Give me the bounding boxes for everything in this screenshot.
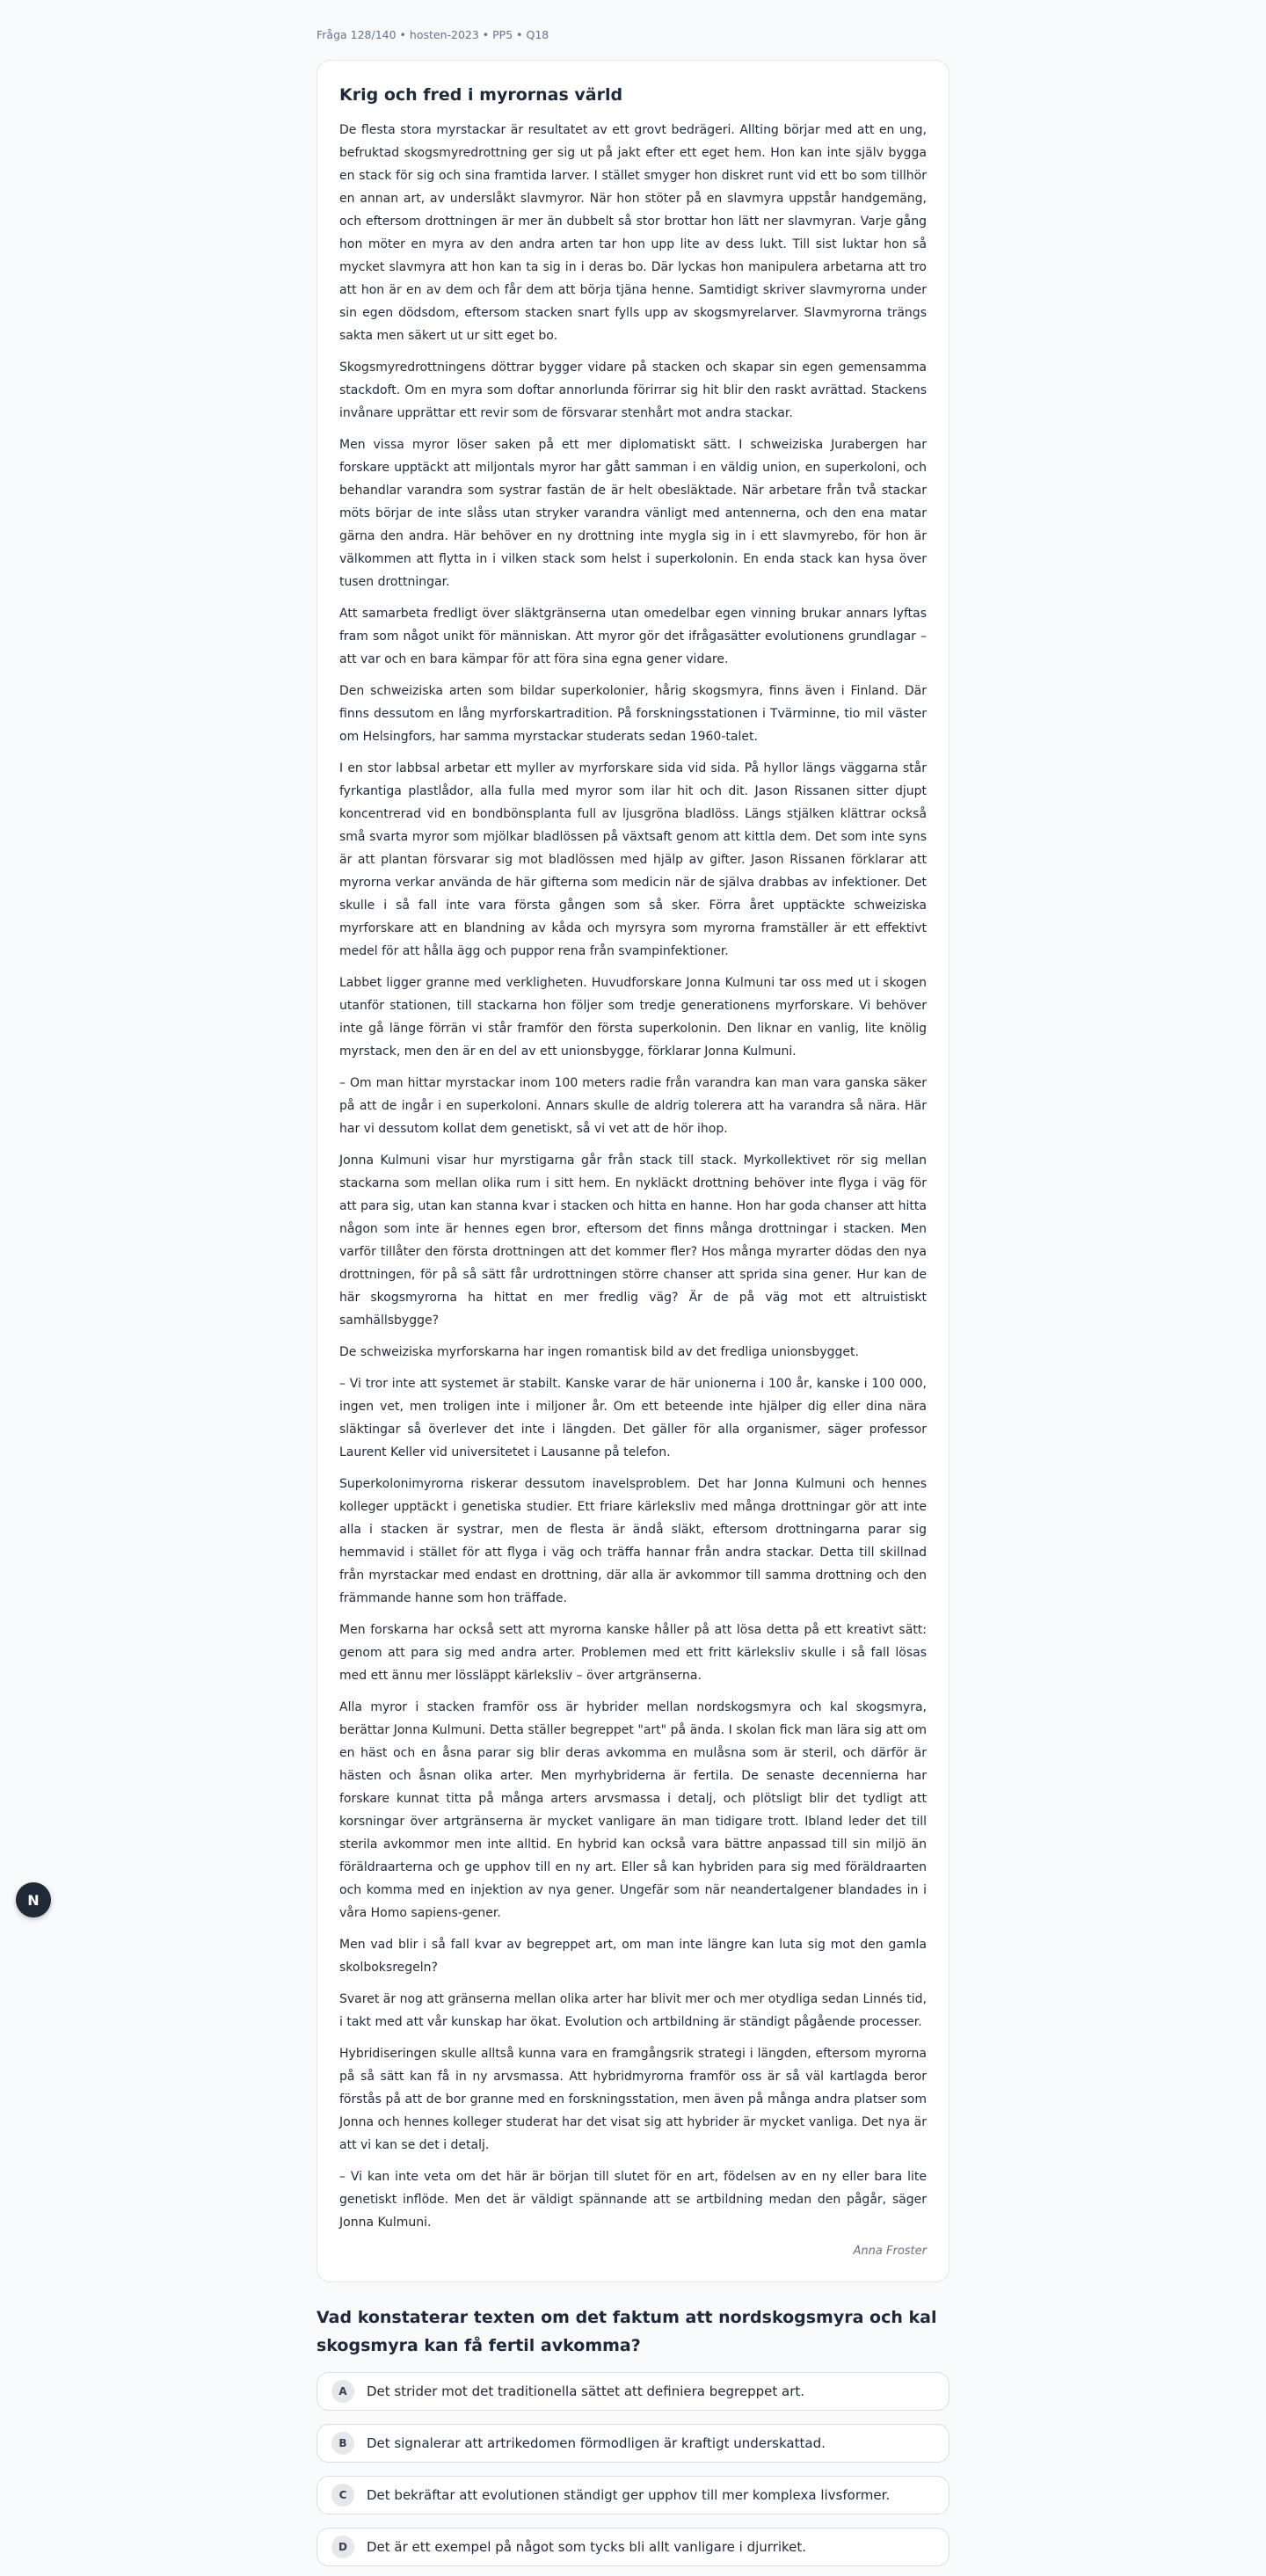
question-text: Vad konstaterar texten om det faktum att nordskogsmyra och kal skogsmyra kan få fertil avkomma? xyxy=(316,2308,937,2355)
option-letter: D xyxy=(331,2536,354,2558)
article-paragraph: De flesta stora myrstackar är resultatet av ett grovt bedrägeri. Allting börjar med att en ung, befruktad skogsmyredrottning ger sig ut på jakt efter ett eget hem. Hon kan inte själv bygga en stack för sig och sina framtida larver. I stället smyger hon diskret runt vid ett bo som tillhör en annan art, av underslåkt slavmyror. När hon stöter på en slavmyra uppstår handgemäng, och eftersom drottningen är mer än dubbelt så stor brottar hon lätt ner slavmyran. Varje gång hon möter en myra av den andra arten tar hon upp lite av dess lukt. Till sist luktar hon så mycket slavmyra att hon kan ta sig in i deras bo. Där lyckas hon manipulera arbetarna att tro att hon är en av dem och får dem att börja tjäna henne. Samtidigt skriver slavmyrorna under sin egen dödsdom, eftersom stacken snart fylls upp av skogsmyrelarver. Slavmyrorna trängs sakta men säkert ut ur sitt eget bo. xyxy=(339,123,927,343)
article-paragraph: Att samarbeta fredligt över släktgränserna utan omedelbar egen vinning brukar annars lyftas fram som något unikt för människan. Att myror gör det ifrågasätter evolutionens grundlagar – att var och en bara kämpar för att föra sina egna gener vidare. xyxy=(339,607,927,666)
article-card xyxy=(316,60,950,2282)
article-paragraph: De schweiziska myrforskarna har ingen romantisk bild av det fredliga unionsbygget. xyxy=(339,1345,859,1359)
article-paragraph: Superkolonimyrorna riskerar dessutom inavelsproblem. Det har Jonna Kulmuni och hennes kolleger upptäckt i genetiska studier. Ett friare kärleksliv med många drottningar gör att inte alla i stacken är systrar, men de flesta är ändå släkt, eftersom drottningarna parar sig hemmavid i stället för att flyga i väg och träffa hannar från andra stackar. Detta till skillnad från myrstackar med endast en drottning, där alla är avkommor till samma drottning och den främmande hanne som hon träffade. xyxy=(339,1477,927,1605)
option-letter: B xyxy=(331,2432,354,2455)
article-paragraph: Svaret är nog att gränserna mellan olika arter har blivit mer och mer otydliga sedan Linnés tid, i takt med att vår kunskap har ökat. Evolution och artbildning är ständigt pågående processer. xyxy=(339,1992,927,2029)
quiz-page xyxy=(316,0,950,2566)
option-a[interactable] xyxy=(316,2372,950,2411)
article-paragraph: Alla myror i stacken framför oss är hybrider mellan nordskogsmyra och kal skogsmyra, berättar Jonna Kulmuni. Detta ställer begreppet "art" på ända. I skolan fick man lära sig att om en häst och en åsna parar sig blir deras avkomma en mulåsna som är steril, och därför är hästen och åsnan olika arter. Men myrhybriderna är fertila. De senaste decennierna har forskare kunnat titta på många arters arvsmassa i detalj, och plötsligt blir det tydligt att korsningar över artgränserna är mycket vanligare än man tidigare trott. Ibland leder det till sterila avkommor men inte alltid. En hybrid kan också vara bättre anpassad till sin miljö än föräldraarterna och ge upphov till en ny art. Eller så kan hybriden para sig med föräldraarten och komma med en injektion av nya gener. Ungefär som när neandertalgener blandades in i våra Homo sapiens-gener. xyxy=(339,1700,927,1920)
n-logo-icon: N xyxy=(27,1891,40,1909)
article-paragraph: – Vi tror inte att systemet är stabilt. Kanske varar de här unionerna i 100 år, kanske i 100 000, ingen vet, men troligen inte i miljoner år. Om ett beteende inte hjälper dig eller dina nära släktingar så överlever det inte i längden. Det gäller för alla organismer, säger professor Laurent Keller vid universitetet i Lausanne på telefon. xyxy=(339,1377,927,1459)
article-paragraph: Men vad blir i så fall kvar av begreppet art, om man inte längre kan luta sig mot den gamla skolboksregeln? xyxy=(339,1938,927,1975)
article-paragraph: Den schweiziska arten som bildar superkolonier, hårig skogsmyra, finns även i Finland. Där finns dessutom en lång myrforskartradition. På forskningsstationen i Tvärminne, tio mil väster om Helsingfors, har samma myrstackar studerats sedan 1960-talet. xyxy=(339,684,927,744)
article-paragraph: Men vissa myror löser saken på ett mer diplomatiskt sätt. I schweiziska Jurabergen har forskare upptäckt att miljontals myror har gått samman i en väldig union, en superkoloni, och behandlar varandra som systrar fastän de är helt obesläktade. När arbetare från två stackar möts börjar de inte slåss utan stryker varandra vänligt med antennerna, och den ena matar gärna den andra. Här behöver en ny drottning inte mygla sig in i ett slavmyrebo, för hon är välkommen att flytta in i vilken stack som helst i superkolonin. En enda stack kan hysa över tusen drottningar. xyxy=(339,438,927,589)
option-letter: A xyxy=(331,2380,354,2403)
article-paragraph: Hybridiseringen skulle alltså kunna vara en framgångsrik strategi i längden, eftersom myrorna på så sätt kan få in ny arvsmassa. Att hybridmyrorna framför oss är så väl kartlagda beror förstås på att de bor granne med en forskningsstation, men även på många andra platser som Jonna och hennes kolleger studerat har det visat sig att hybrider är mycket vanliga. Det nya är att vi kan se det i detalj. xyxy=(339,2047,927,2152)
question-meta: Fråga 128/140 • hosten-2023 • PP5 • Q18 xyxy=(316,28,549,41)
article-paragraph: Jonna Kulmuni visar hur myrstigarna går från stack till stack. Myrkollektivet rör sig mellan stackarna som mellan olika rum i sitt hem. En nykläckt drottning behöver inte flyga i väg för att para sig, utan kan stanna kvar i stacken och hitta en hanne. Hon har goda chanser att hitta någon som inte är hennes egen bror, eftersom det finns många drottningar i stacken. Men varför tillåter den första drottningen att det kommer fler? Hos många myrarter dödas den nya drottningen, för på så sätt får urdrottningen större chanser att sprida sina gener. Hur kan de här skogsmyrorna ha hittat en mer fredlig väg? Är de på väg mot ett altruistiskt samhällsbygge? xyxy=(339,1153,927,1328)
floating-n-button[interactable] xyxy=(16,1882,51,1917)
article-author: Anna Froster xyxy=(853,2245,927,2258)
option-text: Det strider mot det traditionella sättet att definiera begreppet art. xyxy=(367,2383,805,2399)
article-paragraph: – Vi kan inte veta om det här är början till slutet för en art, födelsen av en ny eller bara lite genetiskt inflöde. Men det är väldigt spännande att se artbildning medan den pågår, säger Jonna Kulmuni. xyxy=(339,2170,927,2230)
option-text: Det bekräftar att evolutionen ständigt ger upphov till mer komplexa livsformer. xyxy=(367,2487,891,2503)
option-b[interactable] xyxy=(316,2424,950,2463)
article-paragraph: Skogsmyredrottningens döttrar bygger vidare på stacken och skapar sin egen gemensamma stackdoft. Om en myra som doftar annorlunda förirrar sig hit blir den raskt avrättad. Stackens invånare upprättar ett revir som de försvarar stenhårt mot andra stackar. xyxy=(339,360,927,420)
article-body xyxy=(339,119,927,2234)
option-c[interactable] xyxy=(316,2476,950,2514)
option-letter: C xyxy=(331,2484,354,2507)
article-title: Krig och fred i myrornas värld xyxy=(339,85,623,105)
option-d[interactable] xyxy=(316,2528,950,2566)
option-text: Det är ett exempel på något som tycks bli allt vanligare i djurriket. xyxy=(367,2539,807,2555)
article-paragraph: I en stor labbsal arbetar ett myller av myrforskare sida vid sida. På hyllor längs väggarna står fyrkantiga plastlådor, alla fulla med myror som ilar hit och dit. Jason Rissanen sitter djupt koncentrerad vid en bondbönsplanta full av ljusgröna bladlöss. Längs stjälken klättrar också små svarta myror som mjölkar bladlössen på växtsaft genom att kittla dem. Det som inte syns är att plantan försvarar sig mot bladlössen med hjälp av gifter. Jason Rissanen förklarar att myrorna verkar använda de här gifterna som medicin när de själva drabbas av infektioner. Det skulle i så fall inte vara första gången som så sker. Förra året upptäckte schweiziska myrforskare att en blandning av kåda och myrsyra som myrorna framställer är ett effektivt medel för att hålla ägg och puppor rena från svampinfektioner. xyxy=(339,761,927,958)
option-text: Det signalerar att artrikedomen förmodligen är kraftigt underskattad. xyxy=(367,2435,826,2451)
answer-options xyxy=(316,2372,950,2566)
article-paragraph: Men forskarna har också sett att myrorna kanske håller på att lösa detta på ett kreativt sätt: genom att para sig med andra arter. Problemen med ett fritt kärleksliv skulle i så fall lösas med ett ännu mer lössläppt kärleksliv – över artgränserna. xyxy=(339,1623,927,1683)
article-paragraph: – Om man hittar myrstackar inom 100 meters radie från varandra kan man vara ganska säker på att de ingår i en superkoloni. Annars skulle de aldrig tolerera att ha varandra så nära. Här har vi dessutom kollat dem genetiskt, så vi vet att de hör ihop. xyxy=(339,1076,927,1136)
article-paragraph: Labbet ligger granne med verkligheten. Huvudforskare Jonna Kulmuni tar oss med ut i skogen utanför stationen, till stackarna hon följer som tredje generationens myrforskare. Vi behöver inte gå länge förrän vi står framför den första superkolonin. Den liknar en vanlig, lite knölig myrstack, men den är en del av ett unionsbygge, förklarar Jonna Kulmuni. xyxy=(339,976,927,1059)
